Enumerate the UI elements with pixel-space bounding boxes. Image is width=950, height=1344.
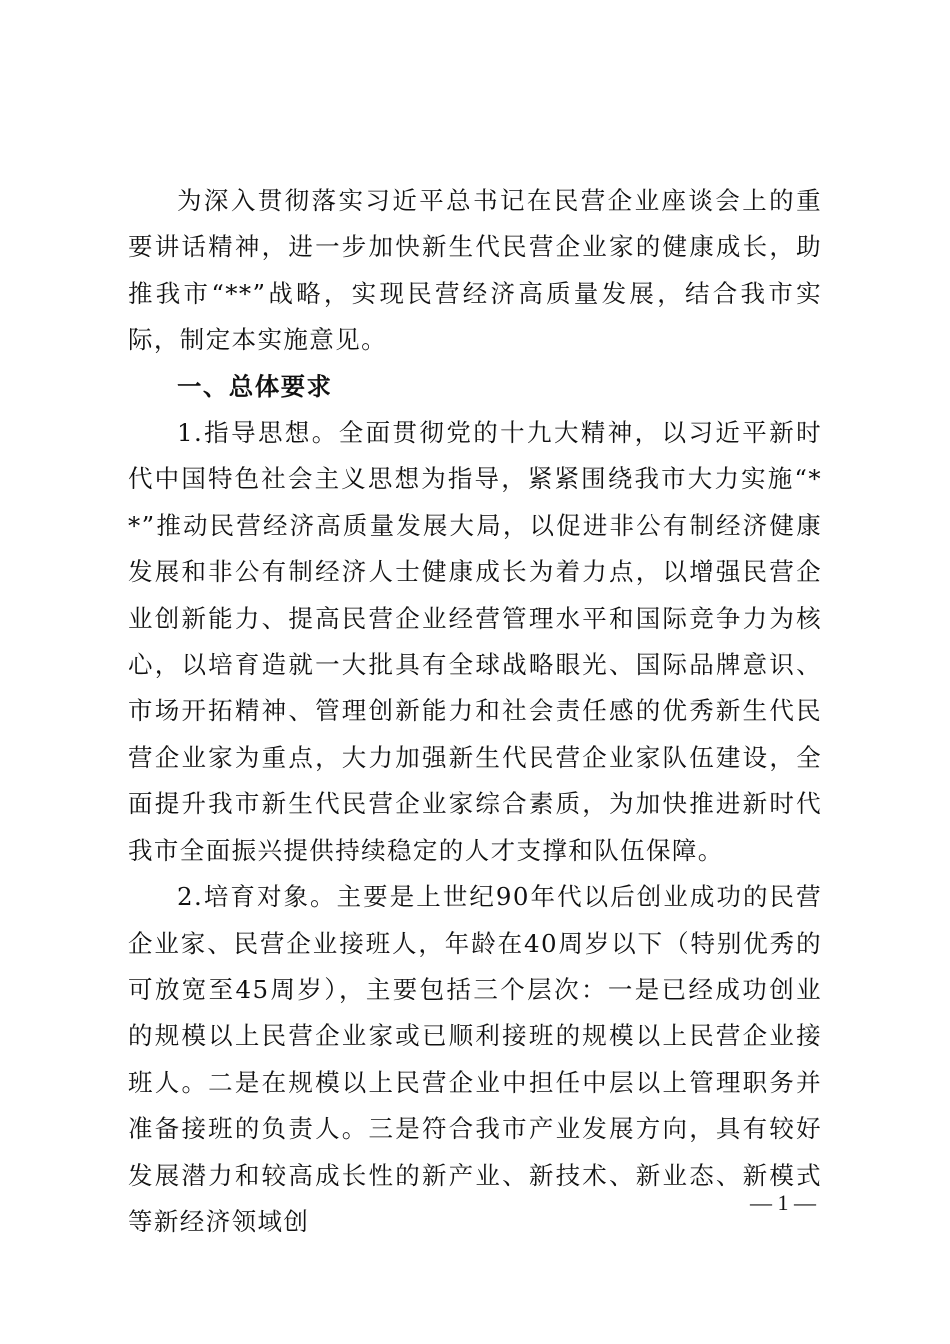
intro-paragraph: 为深入贯彻落实习近平总书记在民营企业座谈会上的重要讲话精神，进一步加快新生代民营企业家的健康成长，助推我市“**”战略，实现民营经济高质量发展，结合我市实际，制定本实施意见。 [128,186,822,355]
guiding-ideology-paragraph: 1.指导思想。全面贯彻党的十九大精神，以习近平新时代中国特色社会主义思想为指导，紧紧围绕我市大力实施“**”推动民营经济高质量发展大局，以促进非公有制经济健康发展和非公有制经济人士健康成长为着力点，以增强民营企业创新能力、提高民营企业经营管理水平和国际竞争力为核心，以培育造就一大批具有全球战略眼光、国际品牌意识、市场开拓精神、管理创新能力和社会责任感的优秀新生代民营企业家为重点，大力加强新生代民营企业家队伍建设，全面提升我市新生代民营企业家综合素质，为加快推进新时代我市全面振兴提供持续稳定的人才支撑和队伍保障。 [128,418,822,865]
document-body [128,178,822,1245]
page-number: — 1 — [750,1190,816,1215]
cultivation-targets-paragraph: 2.培育对象。主要是上世纪90年代以后创业成功的民营企业家、民营企业接班人，年龄在40周岁以下（特别优秀的可放宽至45周岁），主要包括三个层次：一是已经成功创业的规模以上民营企业家或已顺利接班的规模以上民营企业接班人。二是在规模以上民营企业中担任中层以上管理职务并准备接班的负责人。三是符合我市产业发展方向，具有较好发展潜力和较高成长性的新产业、新技术、新业态、新模式等新经济领域创 [128,882,822,1236]
section-heading: 一、总体要求 [177,371,333,401]
